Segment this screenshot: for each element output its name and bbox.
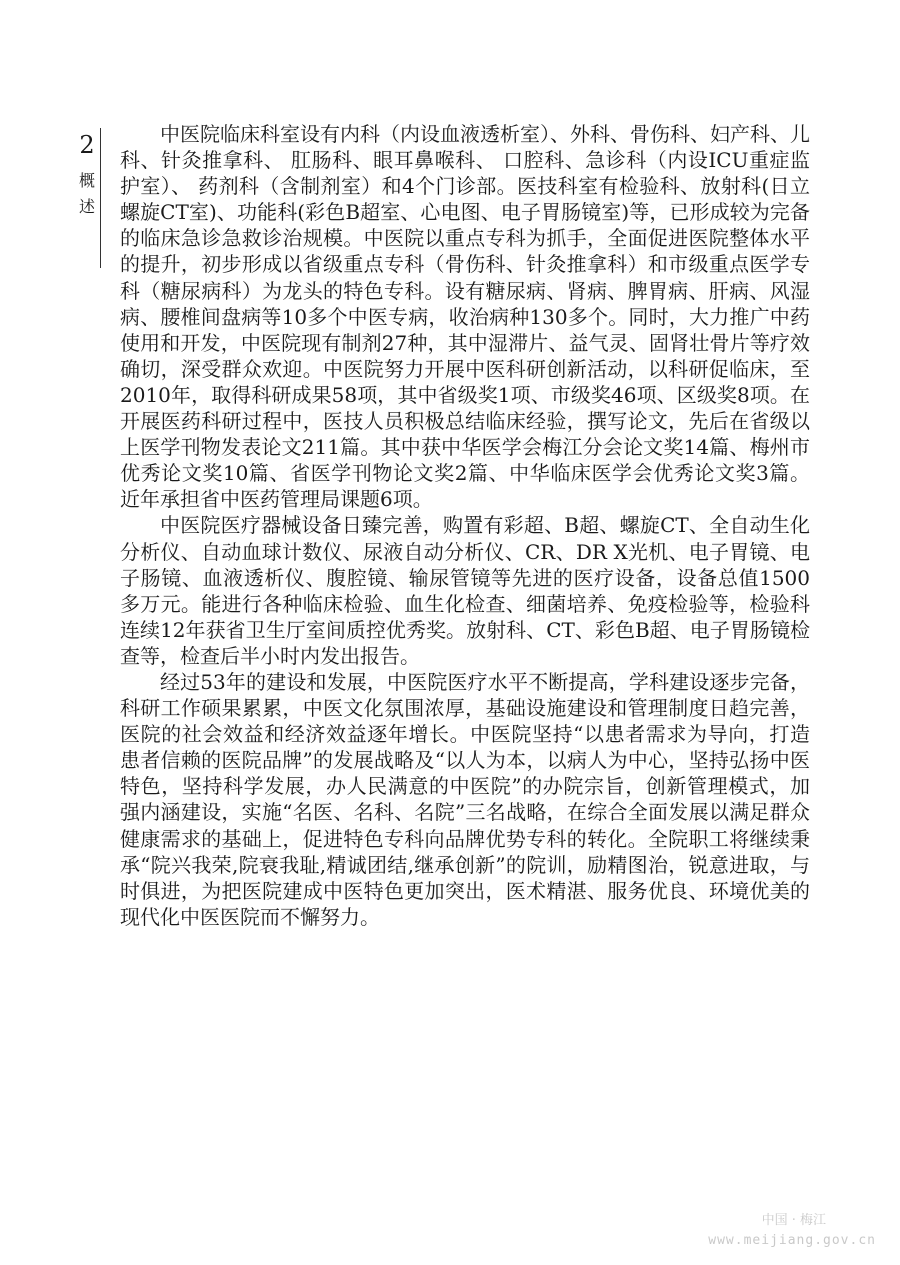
section-label-char: 述 [78, 197, 95, 216]
site-watermark [708, 1211, 876, 1251]
watermark-name: 中国 · 梅江 [761, 1213, 826, 1228]
margin-tab [0, 128, 96, 268]
watermark-url: www.meijiang.gov.cn [708, 1233, 876, 1248]
paragraph: 中医院临床科室设有内科（内设血液透析室）、外科、骨伤科、妇产科、儿科、针灸推拿科、 肛肠科、眼耳鼻喉科、 口腔科、急诊科（内设ICU重症监护室）、 药剂科（含制剂室）和4个门诊部。医技科室有检验科、放射科(日立螺旋CT室)、功能科(彩色B超室、心电图、电子胃肠镜室)等，已形成较为完备的临床急诊急救诊治规模。中医院以重点专科为抓手，全面促进医院整体水平的提升，初步形成以省级重点专科（骨伤科、针灸推拿科）和市级重点医学专科（糖尿病科）为龙头的特色专科。设有糖尿病、肾病、脾胃病、肝病、风湿病、腰椎间盘病等10多个中医专病，收治病种130多个。同时，大力推广中药使用和开发，中医院现有制剂27种，其中湿滞片、益气灵、固肾壮骨片等疗效确切，深受群众欢迎。中医院努力开展中医科研创新活动，以科研促临床，至2010年，取得科研成果58项，其中省级奖1项、市级奖46项、区级奖8项。在开展医药科研过程中，医技人员积极总结临床经验，撰写论文，先后在省级以上医学刊物发表论文211篇。其中获中华医学会梅江分会论文奖14篇、梅州市优秀论文奖10篇、省医学刊物论文奖2篇、中华临床医学会优秀论文奖3篇。近年承担省中医药管理局课题6项。 [120, 122, 810, 512]
paragraph: 中医院医疗器械设备日臻完善，购置有彩超、B超、螺旋CT、全自动生化分析仪、自动血球计数仪、尿液自动分析仪、CR、DR X光机、电子胃镜、电子肠镜、血液透析仪、腹腔镜、输尿管镜等先进的医疗设备，设备总值1500多万元。能进行各种临床检验、血生化检查、细菌培养、免疫检验等，检验科连续12年获省卫生厅室间质控优秀奖。放射科、CT、彩色B超、电子胃肠镜检查等，检查后半小时内发出报告。 [120, 513, 810, 668]
section-label [78, 168, 96, 220]
page-number: 2 [79, 131, 95, 159]
body-text [120, 121, 810, 930]
paragraph: 经过53年的建设和发展，中医院医疗水平不断提高，学科建设逐步完备，科研工作硕果累累，中医文化氛围浓厚，基础设施建设和管理制度日趋完善，医院的社会效益和经济效益逐年增长。中医院坚持“以患者需求为导向，打造患者信赖的医院品牌”的发展战略及“以人为本，以病人为中心，坚持弘扬中医特色，坚持科学发展，办人民满意的中医院”的办院宗旨，创新管理模式，加强内涵建设，实施“名医、名科、名院”三名战略，在综合全面发展以满足群众健康需求的基础上，促进特色专科向品牌优势专科的转化。全院职工将继续秉承“院兴我荣,院衰我耻,精诚团结,继承创新”的院训，励精图治，锐意进取，与时俱进，为把医院建成中医特色更加突出，医术精湛、服务优良、环境优美的现代化中医医院而不懈努力。 [120, 669, 810, 929]
margin-divider [100, 128, 101, 268]
section-label-char: 概 [78, 171, 95, 190]
